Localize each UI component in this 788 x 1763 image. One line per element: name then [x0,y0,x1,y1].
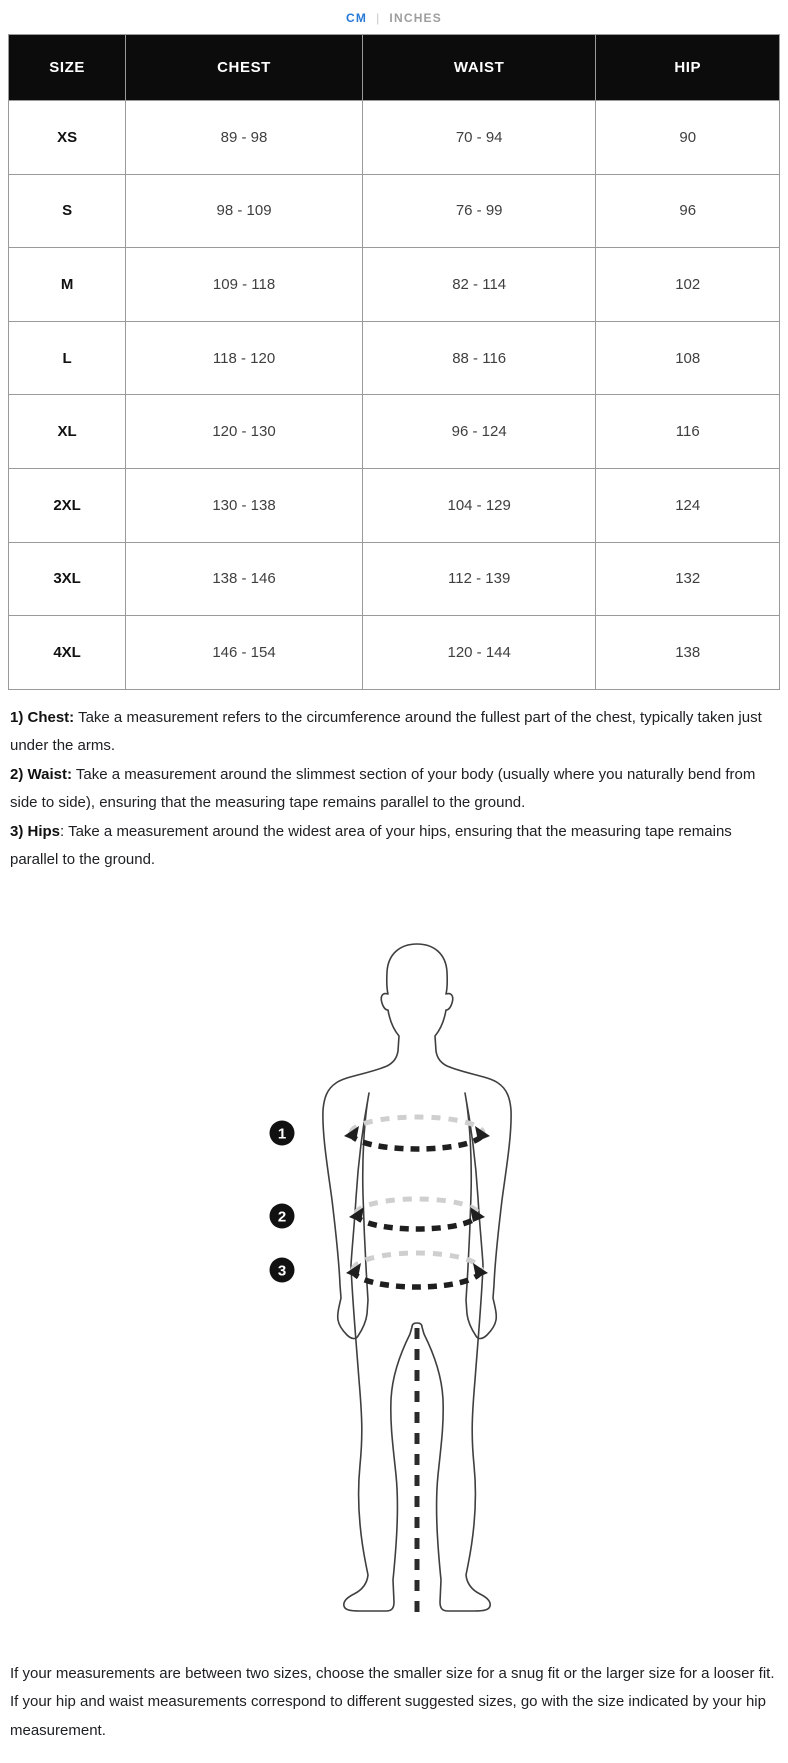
size-row-xl [9,395,780,469]
chest-cell: 138 - 146 [126,542,363,616]
size-cell: XS [9,101,126,175]
size-table-section [0,26,788,690]
size-cell: XL [9,395,126,469]
chest-cell: 109 - 118 [126,248,363,322]
waist-cell: 88 - 116 [362,321,596,395]
instruction-text: Take a measurement around the slimmest section of your body (usually where you naturally bend from side to side), ensuring that the measuring tape remains parallel to the ground. [10,765,756,812]
marker-1-label: 1 [277,1125,287,1143]
hip-cell: 90 [596,101,780,175]
size-row-s [9,174,780,248]
instruction-text: : Take a measurement around the widest area of your hips, ensuring that the measuring tape remains parallel to the ground. [10,822,732,869]
size-cell: 4XL [9,616,126,690]
waist-cell: 76 - 99 [362,174,596,248]
size-row-m [9,248,780,322]
instruction-3 [10,818,778,875]
instruction-label: 2) Waist: [10,765,72,783]
body-outline [323,944,511,1611]
waist-cell: 120 - 144 [362,616,596,690]
column-header-waist: WAIST [362,35,596,101]
tab-cm[interactable]: CM [346,11,368,25]
waist-cell: 96 - 124 [362,395,596,469]
marker-3-label: 3 [277,1262,287,1280]
size-table [8,34,780,690]
marker-1 [270,1120,295,1145]
hip-cell: 96 [596,174,780,248]
instruction-label: 3) Hips [10,822,61,840]
sizing-note: If your measurements are between two sizes, choose the smaller size for a snug fit or the larger size for a looser fit. If your hip and waist measurements correspond to different suggested sizes, go with the size indicated by your hip measurement. [10,1664,775,1739]
measurement-instructions [0,690,788,875]
waist-cell: 70 - 94 [362,101,596,175]
size-cell: L [9,321,126,395]
column-header-size: SIZE [9,35,126,101]
hip-cell: 116 [596,395,780,469]
size-cell: 2XL [9,468,126,542]
size-row-4xl [9,616,780,690]
size-row-2xl [9,468,780,542]
units-toggle [0,0,788,26]
chest-cell: 130 - 138 [126,468,363,542]
size-row-l [9,321,780,395]
size-row-xs [9,101,780,175]
waist-cell: 112 - 139 [362,542,596,616]
size-cell: 3XL [9,542,126,616]
instruction-label: 1) Chest: [10,708,75,726]
chest-cell: 120 - 130 [126,395,363,469]
hip-cell: 132 [596,542,780,616]
hip-cell: 138 [596,616,780,690]
chest-cell: 98 - 109 [126,174,363,248]
hip-cell: 108 [596,321,780,395]
size-table-header-row [9,35,780,101]
marker-2-label: 2 [277,1208,287,1226]
instruction-text: Take a measurement refers to the circumference around the fullest part of the chest, typically taken just under the arms. [10,708,762,755]
tab-inches[interactable]: INCHES [389,11,442,25]
waist-cell: 104 - 129 [362,468,596,542]
body-diagram-svg [240,930,600,1630]
instruction-2 [10,761,778,818]
instruction-1 [10,704,778,761]
hip-cell: 124 [596,468,780,542]
waist-cell: 82 - 114 [362,248,596,322]
body-diagram [240,930,600,1630]
size-cell: S [9,174,126,248]
size-row-3xl [9,542,780,616]
sizing-note-section [0,1630,788,1763]
marker-2 [270,1203,295,1228]
chest-cell: 118 - 120 [126,321,363,395]
column-header-hip: HIP [596,35,780,101]
units-divider: | [376,11,381,25]
chest-cell: 146 - 154 [126,616,363,690]
column-header-chest: CHEST [126,35,363,101]
size-cell: M [9,248,126,322]
hip-cell: 102 [596,248,780,322]
chest-cell: 89 - 98 [126,101,363,175]
marker-3 [270,1257,295,1282]
